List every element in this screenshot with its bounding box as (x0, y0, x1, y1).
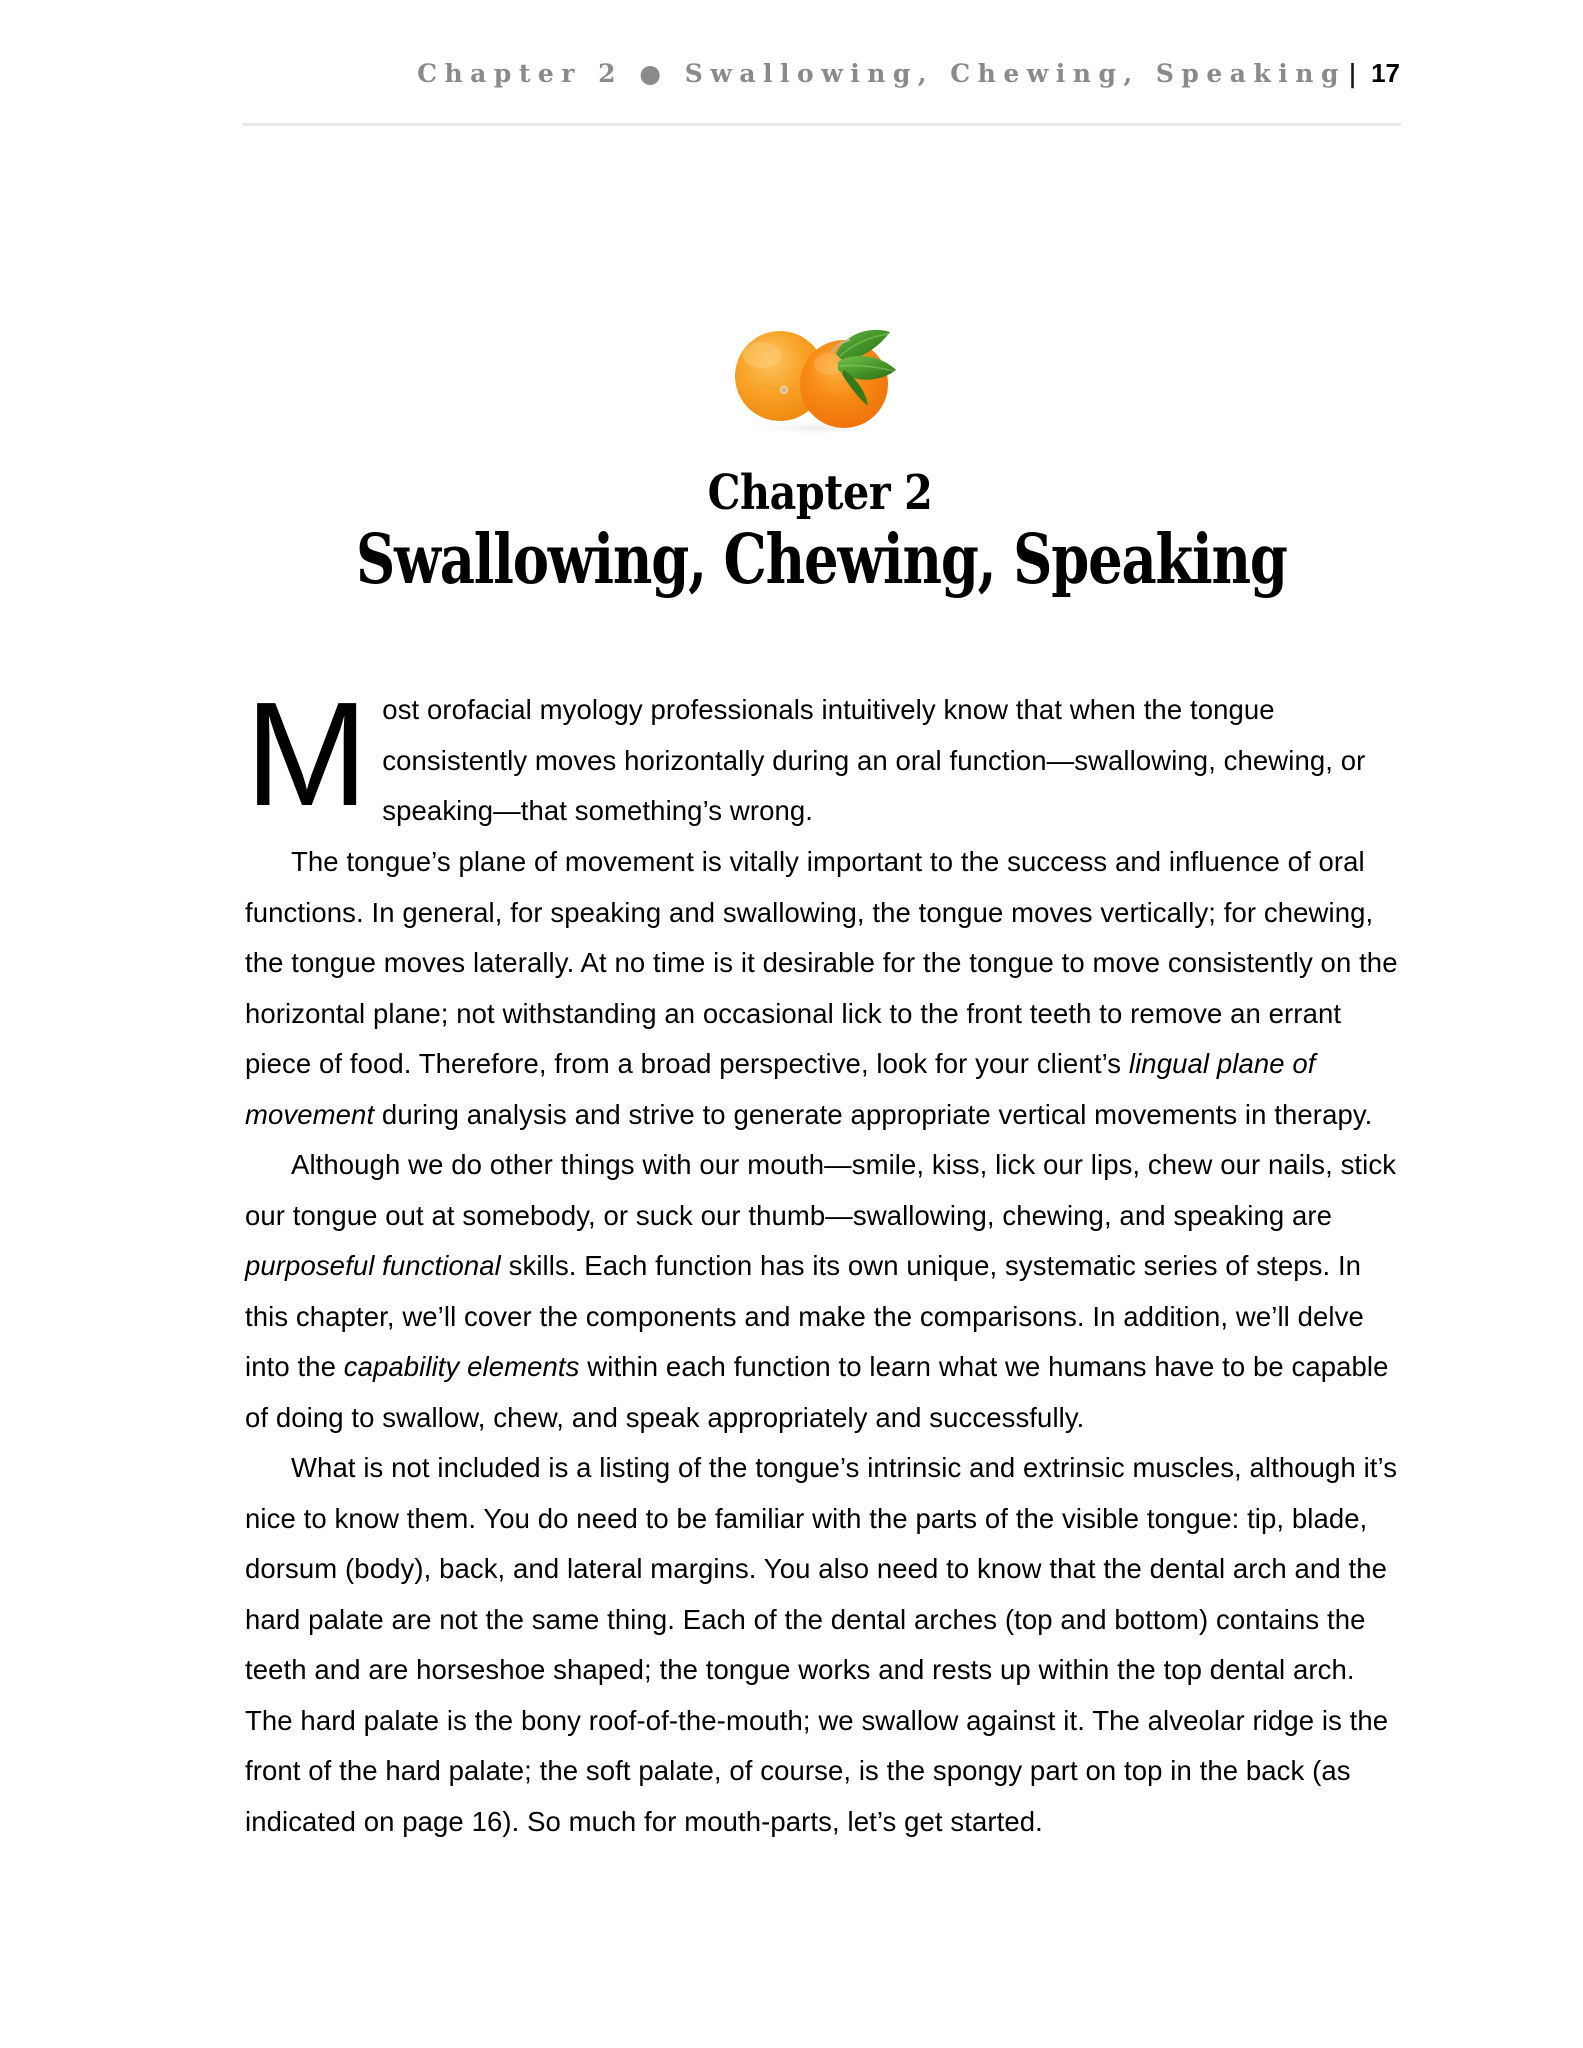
text-run: within each function to learn what we humans have to be capable of doing to swallow, chew, and speak appropriately and successfully. (245, 1351, 1389, 1433)
drop-cap-letter: M (245, 672, 369, 837)
emphasized-text: lingual plane of movement (245, 1048, 1316, 1130)
header-divider-rule (243, 123, 1401, 126)
paragraph-2 (245, 837, 1400, 1140)
page-number: 17 (1371, 58, 1400, 88)
paragraph-3 (245, 1140, 1400, 1443)
orange-illustration-svg (718, 300, 908, 440)
text-run: What is not included is a listing of the tongue’s intrinsic and extrinsic muscles, although it’s nice to know them. You do need to be familiar with the parts of the visible tongue: tip, blade, dorsum (body), back, and lateral margins. You also need to know that the dental arch and the hard palate are not the same thing. Each of the dental arches (top and bottom) contains the teeth and are horseshoe shaped; the tongue works and rests up within the top dental arch. The hard palate is the bony roof-of-the-mouth; we swallow against it. The alveolar ridge is the front of the hard palate; the soft palate, of course, is the spongy part on top in the back (as indicated on page 16). So much for mouth-parts, let’s get started. (245, 1452, 1398, 1837)
two-oranges-with-leaves-image (718, 300, 908, 440)
emphasized-text: capability elements (343, 1351, 580, 1382)
text-run: The tongue’s plane of movement is vitally important to the success and influence of oral functions. In general, for speaking and swallowing, the tongue moves vertically; for chewing, the tongue moves laterally. At no time is it desirable for the tongue to move consistently on the horizontal plane; not withstanding an occasional lick to the front teeth to remove an errant piece of food. Therefore, from a broad perspective, look for your client’s (245, 846, 1398, 1079)
emphasized-text: purposeful functional (245, 1250, 501, 1281)
paragraph-4 (245, 1443, 1400, 1847)
running-head-separator: | (1347, 59, 1362, 88)
orange-left-highlight (743, 342, 781, 368)
text-run: ost orofacial myology professionals intuitively know that when the tongue consistently moves horizontally during an oral function—swallowing, chewing, or speaking—that something’s wrong. (382, 694, 1366, 826)
running-head-title: Chapter 2 ● Swallowing, Chewing, Speaking (417, 59, 1346, 88)
text-run: Although we do other things with our mouth—smile, kiss, lick our lips, chew our nails, stick our tongue out at somebody, or suck our thumb—swallowing, chewing, and speaking are (245, 1149, 1397, 1231)
body-text-column (245, 672, 1400, 1847)
chapter-number: Chapter 2 (707, 465, 933, 521)
chapter-name: Swallowing, Chewing, Speaking (356, 519, 1287, 600)
text-run: during analysis and strive to generate appropriate vertical movements in therapy. (374, 1098, 1373, 1130)
chapter-title-block (240, 465, 1400, 600)
running-head (240, 58, 1400, 89)
text-run: skills. Each function has its own unique, systematic series of steps. In this chapter, we’ll cover the components and make the comparisons. In addition, we’ll delve into the (245, 1250, 1364, 1382)
paragraph-1-with-dropcap (245, 672, 1400, 837)
paragraph-1 (382, 685, 1400, 837)
